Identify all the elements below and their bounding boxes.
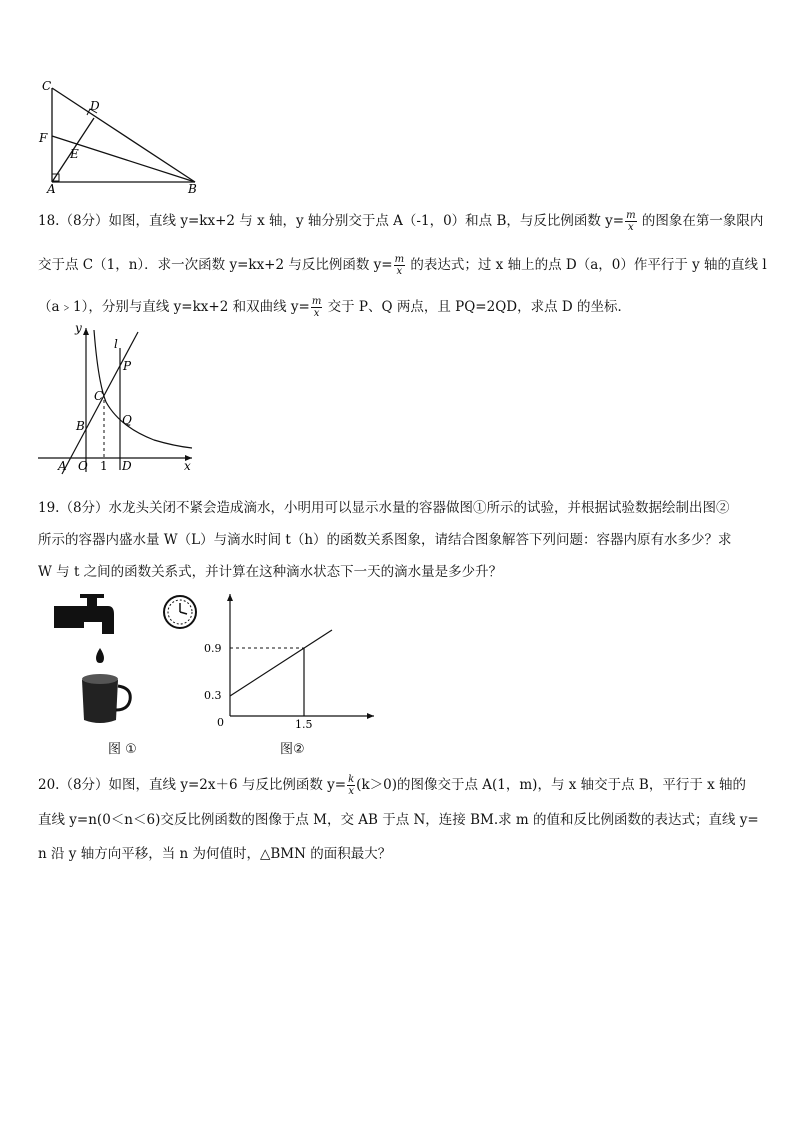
label-E: E xyxy=(70,147,79,161)
label-C: C xyxy=(94,389,104,403)
label-F: F xyxy=(39,131,48,145)
fraction: $\frac{m}{x}$ xyxy=(311,296,322,319)
q18-line3: （a﹥1），分别与直线 y=kx+2 和双曲线 y= $\frac{m}{x}$ 交于 P、Q 两点，且 PQ=2QD，求点 D 的坐标． xyxy=(38,296,631,319)
fraction: $\frac{m}{x}$ xyxy=(394,254,405,277)
label-1: 1 xyxy=(100,459,108,473)
label-P: P xyxy=(123,359,132,373)
tick-y-0.3: 0.3 xyxy=(204,689,222,702)
label-D: D xyxy=(122,459,132,473)
tick-origin: 0 xyxy=(217,716,224,729)
caption-figure-1: 图 ① xyxy=(108,742,137,757)
label-Q: Q xyxy=(122,413,132,427)
label-C: C xyxy=(42,79,52,93)
q20-line2: 直线 y=n(0＜n＜6)交反比例函数的图像于点 M，交 AB 于点 N，连接 BM.求 m 的值和反比例函数的表达式；直线 y= xyxy=(38,812,759,828)
label-B: B xyxy=(188,182,197,196)
q18-graph xyxy=(34,322,198,476)
q19-line1: 19.（8分）水龙头关闭不紧会造成滴水，小明用可以显示水量的容器做图①所示的试验，并根据试验数据绘制出图② xyxy=(38,500,730,516)
q18-line1: 18.（8分）如图，直线 y=kx+2 与 x 轴，y 轴分别交于点 A（-1，0）和点 B，与反比例函数 y= $\frac{m}{x}$ 的图象在第一象限内 xyxy=(38,210,764,233)
fraction: $\frac{k}{x}$ xyxy=(348,774,355,797)
q20-line3: n 沿 y 轴方向平移，当 n 为何值时，△BMN 的面积最大？ xyxy=(38,846,392,862)
q19-line2: 所示的容器内盛水量 W（L）与滴水时间 t（h）的函数关系图象，请结合图象解答下列问题：容器内原有水多少？求 xyxy=(38,532,732,548)
q18-text: 18.（8分）如图，直线 y=kx+2 与 x 轴，y 轴分别交于点 A（-1，0）和点 B，与反比例函数 y= xyxy=(38,213,625,229)
tick-y-0.9: 0.9 xyxy=(204,642,222,655)
label-y: y xyxy=(75,322,82,335)
faucet-figure xyxy=(54,592,214,732)
label-A: A xyxy=(47,182,56,196)
label-O: O xyxy=(78,459,88,473)
label-A: A xyxy=(58,459,67,473)
label-B: B xyxy=(76,419,85,433)
tick-x-1.5: 1.5 xyxy=(295,718,313,731)
water-chart xyxy=(200,590,380,734)
triangle-figure xyxy=(30,76,210,196)
fraction: $\frac{m}{x}$ xyxy=(626,210,636,233)
q18-line2: 交于点 C（1，n）．求一次函数 y=kx+2 与反比例函数 y= $\frac{m}{x}$ 的表达式；过 x 轴上的点 D（a，0）作平行于 y 轴的直线 l xyxy=(38,254,767,277)
q20-line1: 20.（8分）如图，直线 y=2x＋6 与反比例函数 y= $\frac{k}{x}$ (k＞0)的图像交于点 A(1，m)，与 x 轴交于点 B，平行于 x 轴的 xyxy=(38,774,747,797)
q19-line3: W 与 t 之间的函数关系式，并计算在这种滴水状态下一天的滴水量是多少升？ xyxy=(38,564,503,580)
label-l: l xyxy=(114,337,118,351)
label-D: D xyxy=(90,99,100,113)
caption-figure-2: 图② xyxy=(280,742,305,757)
label-x: x xyxy=(184,459,191,473)
